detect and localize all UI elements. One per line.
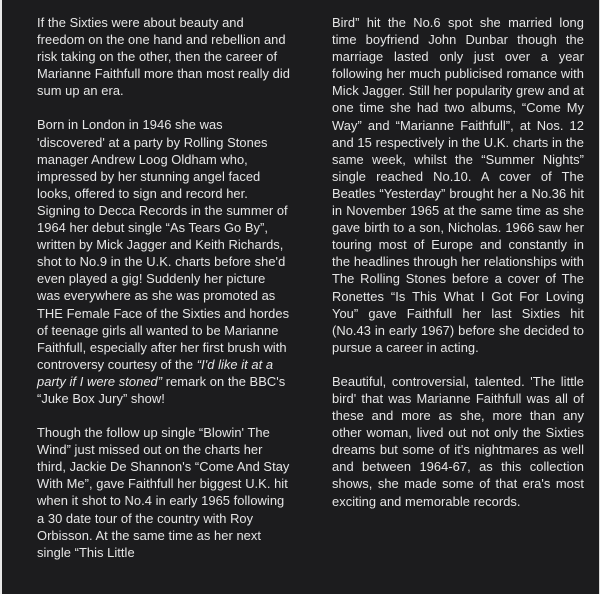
paragraph-conclusion: Beautiful, controversial, talented. 'The little bird' that was Marianne Faithfull was all of these and more as she, more than any other woman, lived out not only the Sixties dreams but some of it's nightmares as well and between 1964-67, as this collection shows, she made some of that era's most exciting and memorable records. xyxy=(332,373,584,509)
left-text-column xyxy=(37,14,291,578)
paragraph-intro: If the Sixties were about beauty and freedom on the one hand and rebellion and risk taking on the other, then the career of Marianne Faithfull more than most really did sum up an era. xyxy=(37,15,290,99)
paragraph-early-career-text: Born in London in 1946 she was 'discovered' at a party by Rolling Stones manager Andrew Loog Oldham who, impressed by her stunning angel faced looks, offered to sign and record her. Signing to Decca Records in the summer of 1964 her debut single “As Tears Go By”, written by Mick Jagger and Keith Richards, shot to No.9 in the U.K. charts before she'd even played a gig! Suddenly her picture was everywhere as she was promoted as THE Female Face of the Sixties and hordes of teenage girls all wanted to be Marianne Faithfull, especially after her first brush with controversy courtesy of the xyxy=(37,117,290,372)
paragraph-follow-up-singles: Though the follow up single “Blowin' The Wind” just missed out on the charts her third, Jackie De Shannon's “Come And Stay With Me”, gave Faithfull her biggest U.K. hit when it shot to No.4 in early 1965 following a 30 date tour of the country with Roy Orbisson. At the same time as her next single “This Little xyxy=(37,425,290,560)
juke-box-jury-quote: “I'd like it at a party if I were stoned” xyxy=(37,356,274,389)
paragraph-early-career xyxy=(37,116,291,407)
right-text-column xyxy=(332,14,584,527)
paragraph-early-career-end: remark on the BBC's “Juke Box Jury” show! xyxy=(37,373,286,406)
paragraph-marriage-and-hits: Bird” hit the No.6 spot she married long time boyfriend John Dunbar though the marriage lasted only just over a year following her much publicised romance with Mick Jagger. Still her popularity grew and at one time she had two albums, “Come My Way” and “Marianne Faithfull”, at Nos. 12 and 15 respectively in the U.K. charts in the same week, whilst the “Summer Nights” single reached No.10. A cover of The Beatles “Yesterday” brought her a No.36 hit in November 1965 at the same time as she gave birth to a son, Nicholas. 1966 saw her touring most of Europe and constantly in the headlines through her relationships with The Rolling Stones before a cover of The Ronettes “Is This What I Got For Loving You” gave Faithfull her last Sixties hit (No.43 in early 1967) before she decided to pursue a career in acting. xyxy=(332,15,584,355)
